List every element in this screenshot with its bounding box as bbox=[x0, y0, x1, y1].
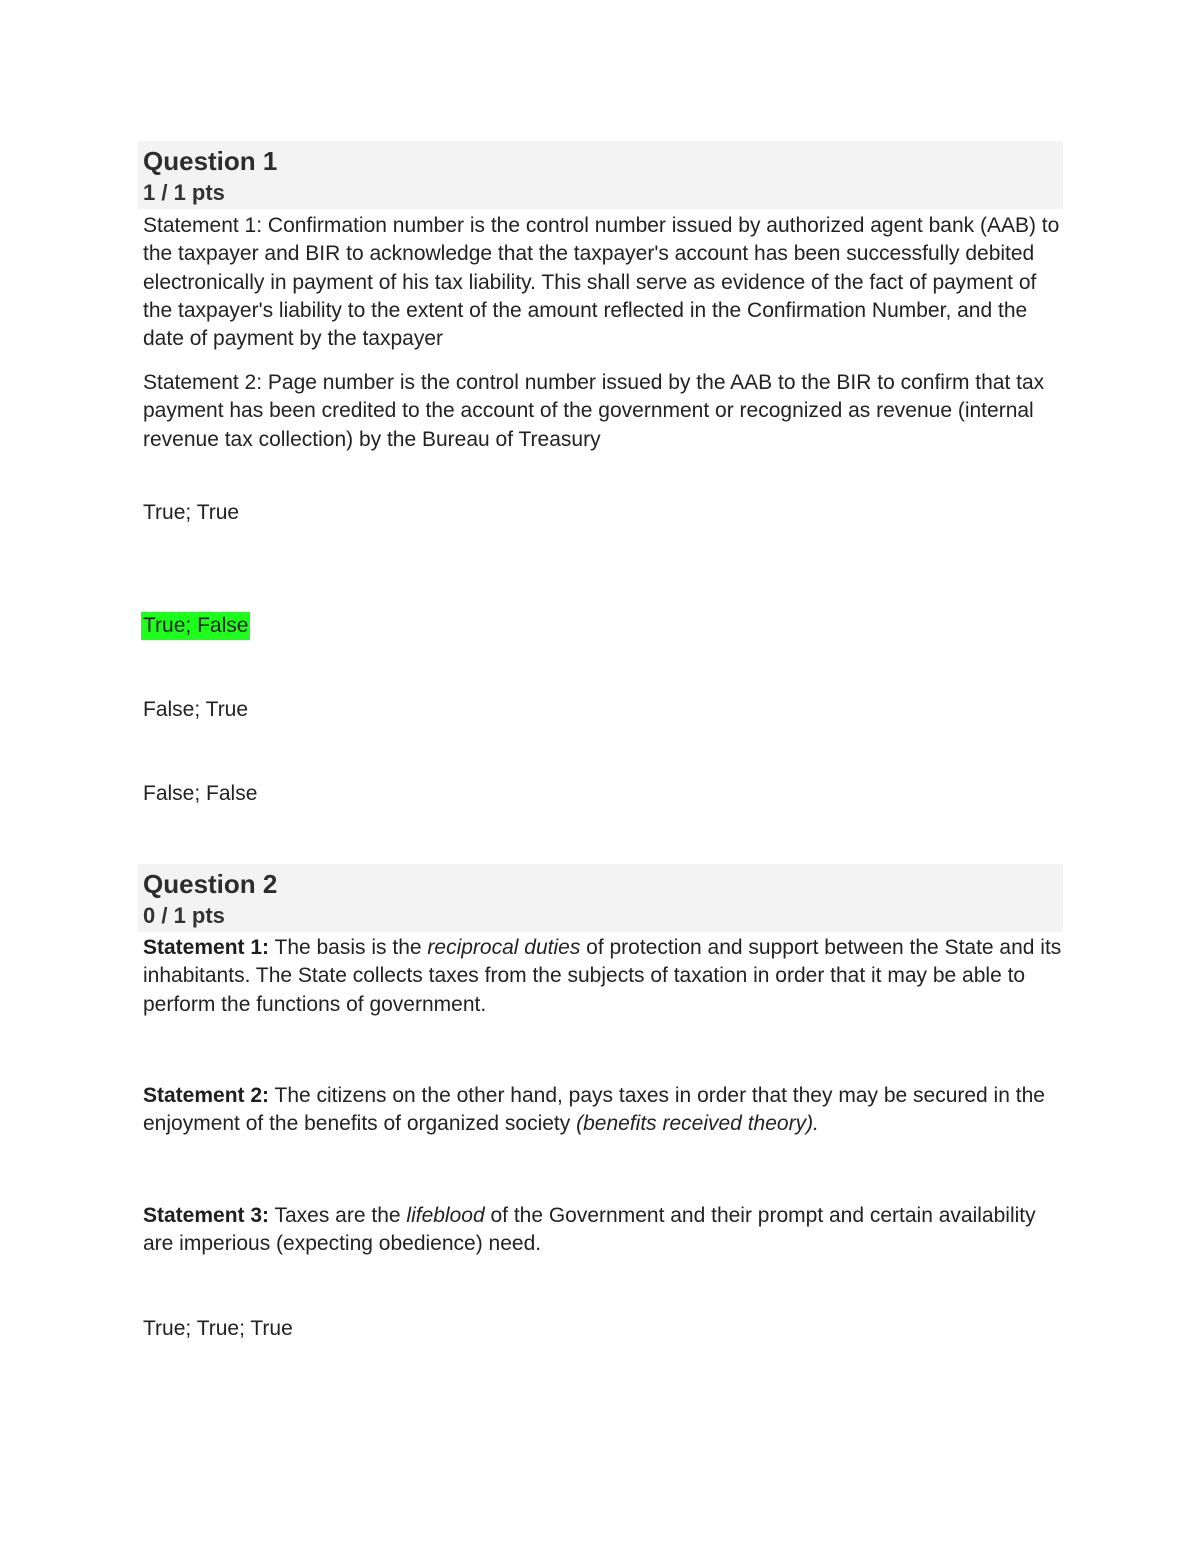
question-1-statement-1: Statement 1: Confirmation number is the control number issued by authorized agent bank (AAB) to the taxpayer and BIR to acknowledge that the taxpayer's account has been successfully debited electronically in payment of his tax liability. This shall serve as evidence of the fact of payment of the taxpayer's liability to the extent of the amount reflected in the Confirmation Number, and the date of payment by the taxpayer bbox=[143, 214, 1060, 351]
question-2-title: Question 2 bbox=[143, 869, 278, 899]
question-1-title: Question 1 bbox=[143, 146, 278, 176]
statement-text: Taxes are the bbox=[269, 1204, 407, 1227]
statement-text: of the Government and their prompt and certain availability are imperious (expecting obedience) need. bbox=[143, 1204, 1036, 1256]
statement-emphasis: lifeblood bbox=[406, 1204, 485, 1227]
statement-emphasis: (benefits received theory). bbox=[576, 1112, 819, 1136]
question-1-option-1[interactable]: True; True bbox=[143, 501, 240, 524]
question-1-option-2-correct[interactable]: True; False bbox=[141, 612, 250, 640]
question-2-statement-1 bbox=[143, 934, 1068, 1019]
statement-text: The citizens on the other hand, pays taxes in order that they may be secured in the enjoyment of the benefits of organized society bbox=[143, 1084, 1045, 1136]
statement-text: of protection and support between the State and its inhabitants. The State collects taxes from the subjects of taxation in order that it may be able to perform the functions of government. bbox=[143, 936, 1062, 1016]
statement-label: Statement 1: bbox=[143, 936, 270, 959]
question-2-header bbox=[138, 864, 1063, 932]
statement-label: Statement 2: bbox=[143, 1084, 270, 1107]
statement-text: The basis is the bbox=[269, 936, 428, 959]
question-2-option-1[interactable]: True; True; True bbox=[143, 1317, 293, 1340]
question-1-header bbox=[138, 141, 1063, 209]
statement-label: Statement 3: bbox=[143, 1204, 270, 1227]
question-2-statement-2 bbox=[143, 1082, 1068, 1139]
question-2-statement-3 bbox=[143, 1202, 1068, 1259]
question-1-statement-2: Statement 2: Page number is the control number issued by the AAB to the BIR to confirm that tax payment has been credited to the account of the government or recognized as revenue (internal revenue tax collection) by the Bureau of Treasury bbox=[143, 371, 1045, 451]
question-1-points: 1 / 1 pts bbox=[143, 180, 225, 205]
question-1-option-4[interactable]: False; False bbox=[143, 782, 258, 805]
question-1-option-3[interactable]: False; True bbox=[143, 698, 249, 721]
question-2-points: 0 / 1 pts bbox=[143, 903, 225, 928]
statement-emphasis: reciprocal duties bbox=[427, 936, 581, 959]
